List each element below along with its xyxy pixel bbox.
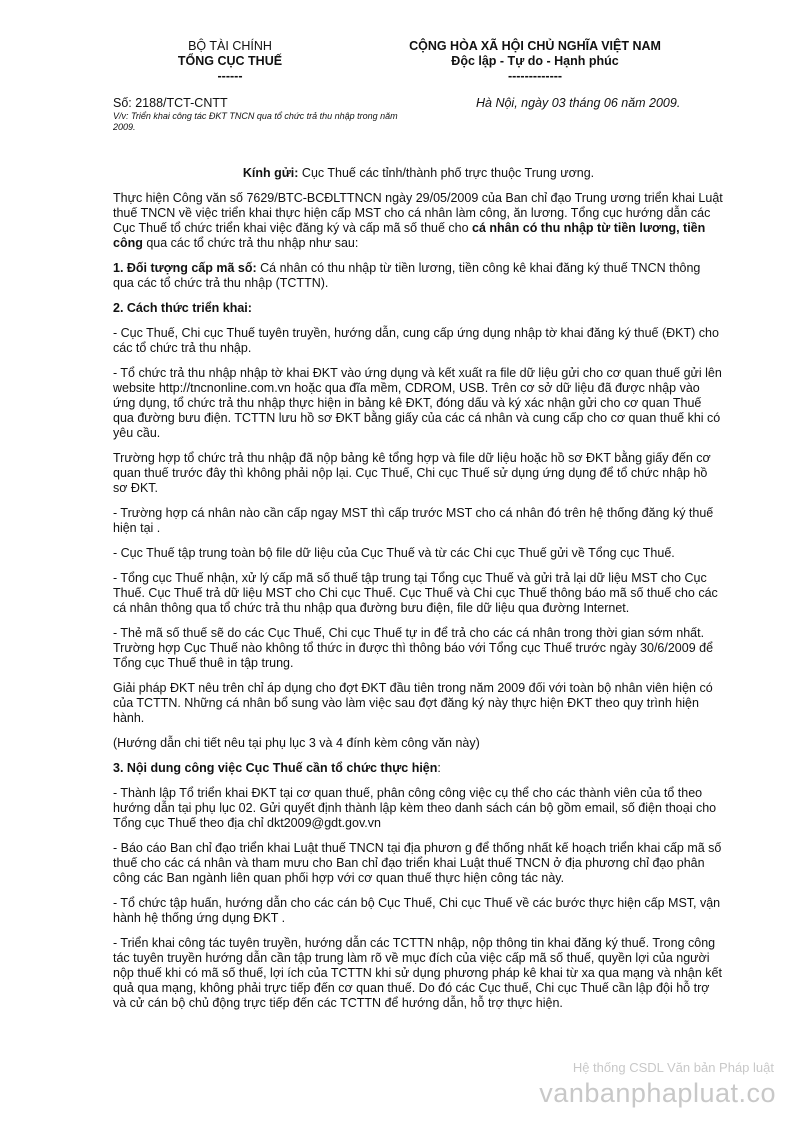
document-number: Số: 2188/TCT-CNTT bbox=[113, 96, 228, 110]
right-rule: ------------- bbox=[507, 69, 563, 83]
section-1-title: 1. Đối tượng cấp mã số: bbox=[113, 261, 257, 275]
greeting bbox=[113, 166, 724, 181]
section-2-paragraph: - Tổng cục Thuế nhận, xử lý cấp mã số thuế tập trung tại Tổng cục Thuế và gửi trả lại dữ liệu MST cho Cục Thuế. Cục Thuế trả dữ liệu MST cho Chi cục Thuế. Cục Thuế và Chi cục Thuế thông báo mã số thuế cho các cá nhân thông qua tổ chức trả thu nhập qua đường bưu điện, file dữ liệu qua đường Internet. bbox=[113, 571, 718, 615]
section-3-paragraph: - Triển khai công tác tuyên truyền, hướng dẫn các TCTTN nhập, nộp thông tin khai đăng ký thuế. Trong công tác tuyên truyền hướng dẫn cần tập trung làm rõ về mục đích của việc cấp mã số thuế, quyền lợi của người nộp thuế khi có mã số thuế, lợi ích của TCTTN khi sử dụng phương pháp kê khai từ xa qua mạng và nhận kết quả qua mạng, không phải trực tiếp đến cơ quan thuế. Do đó các Cục thuế, Chi cục Thuế cần lập đội hỗ trợ và cử cán bộ chủ động trực tiếp đến các TCTTN để hướng dẫn, hỗ trợ thực hiện. bbox=[113, 936, 722, 1010]
section-3-title: 3. Nội dung công việc Cục Thuế cần tổ chức thực hiện bbox=[113, 761, 438, 775]
section-3-paragraph: - Báo cáo Ban chỉ đạo triển khai Luật thuế TNCN tại địa phươn g để thống nhất kế hoạch triển khai cấp mã số thuế cho các cá nhân và tham mưu cho Ban chỉ đạo triển khai Luật thuế TNCN ở địa phương chỉ đạo phân công các Ban ngành liên quan phối hợp với cơ quan thuế thực hiện công tác này. bbox=[113, 841, 722, 885]
section-2-paragraph: - Tổ chức trả thu nhập nhập tờ khai ĐKT vào ứng dụng và kết xuất ra file dữ liệu gửi cho cơ quan thuế gửi lên website http://tncnonline.com.vn hoặc qua đĩa mềm, CDROM, USB. Trên cơ sở dữ liệu đã được nhập vào ứng dụng, tổ chức trả thu nhập thực hiện in bảng kê ĐKT, đóng dấu và ký xác nhận gửi cho cơ quan Thuế qua đường bưu điện. TCTTN lưu hồ sơ ĐKT bằng giấy của các cá nhân và cung cấp cho cơ quan thuế khi có yêu cầu. bbox=[113, 366, 722, 440]
department-name: TỔNG CỤC THUẾ bbox=[177, 54, 283, 68]
left-rule: ------ bbox=[217, 69, 243, 83]
section-1 bbox=[113, 261, 724, 291]
document-date: Hà Nội, ngày 03 tháng 06 năm 2009. bbox=[476, 96, 681, 110]
section-1-text: Cá nhân có thu nhập từ tiền lương, tiền công kê khai đăng ký thuế TNCN thông qua các tổ chức trả thu nhập (TCTTN). bbox=[113, 261, 701, 290]
section-3-paragraph: - Tổ chức tập huấn, hướng dẫn cho các cán bộ Cục Thuế, Chi cục Thuế về các bước thực hiện cấp MST, vận hành hệ thống ứng dụng ĐKT . bbox=[113, 896, 721, 925]
national-heading bbox=[375, 39, 695, 84]
section-3-paragraph: - Thành lập Tổ triển khai ĐKT tại cơ quan thuế, phân công công việc cụ thể cho các thành viên của tổ theo hướng dẫn tại phụ lục 02. Gửi quyết định thành lập kèm theo danh sách cán bộ gồm email, số điện thoại cho Tổng cục Thuế theo địa chỉ dkt2009@gdt.gov.vn bbox=[113, 786, 717, 830]
section-2-title: 2. Cách thức triển khai: bbox=[113, 301, 252, 315]
national-motto: Độc lập - Tự do - Hạnh phúc bbox=[451, 54, 619, 68]
greeting-recipient: Cục Thuế các tỉnh/thành phố trực thuộc Trung ương. bbox=[298, 166, 595, 180]
intro-paragraph bbox=[113, 191, 724, 251]
watermark-caption: Hệ thống CSDL Văn bản Pháp luật bbox=[572, 1060, 774, 1075]
issuer-block bbox=[150, 39, 310, 84]
section-2-paragraph: - Trường hợp cá nhân nào cần cấp ngay MST thì cấp trước MST cho cá nhân đó trên hệ thống đăng ký thuế hiện tại . bbox=[113, 506, 714, 535]
section-2-paragraph: Giải pháp ĐKT nêu trên chỉ áp dụng cho đợt ĐKT đầu tiên trong năm 2009 đối với toàn bộ nhân viên hiện có của TCTTN. Những cá nhân bổ sung vào làm việc sau đợt đăng ký này thực hiện ĐKT theo quy trình hiện hành. bbox=[113, 681, 713, 725]
watermark-site: vanbanphapluat.co bbox=[539, 1078, 776, 1108]
section-2-note: (Hướng dẫn chi tiết nêu tại phụ lục 3 và 4 đính kèm công văn này) bbox=[113, 736, 480, 750]
intro-text-a: Thực hiện Công văn số 7629/BTC-BCĐLTTNCN ngày 29/05/2009 của Ban chỉ đạo Trung ương triển khai Luật thuế TNCN về việc triển khai thực hiện cấp MST cho cá nhân làm công, ăn lương. Tổng cục hướng dẫn các Cục Thuế tổ chức triển khai việc đăng ký và cấp mã số thuế cho bbox=[113, 191, 723, 235]
section-2-paragraph: - Cục Thuế, Chi cục Thuế tuyên truyền, hướng dẫn, cung cấp ứng dụng nhập tờ khai đăng ký thuế (ĐKT) cho các tổ chức trả thu nhập. bbox=[113, 326, 719, 355]
intro-text-bold: cá nhân có thu nhập từ tiền lương, tiền công bbox=[113, 221, 706, 250]
intro-text-b: qua các tổ chức trả thu nhập như sau: bbox=[142, 236, 359, 250]
section-3-colon: : bbox=[437, 761, 441, 775]
section-2-paragraph: Trường hợp tổ chức trả thu nhập đã nộp bảng kê tổng hợp và file dữ liệu hoặc hồ sơ ĐKT bằng giấy đến cơ quan thuế trước đây thì không phải nộp lại. Cục Thuế, Chi cục Thuế sử dụng ứng dụng để tổ chức nhập hồ sơ ĐKT. bbox=[113, 451, 711, 495]
section-3-heading bbox=[113, 761, 724, 776]
ministry-name: BỘ TÀI CHÍNH bbox=[188, 39, 272, 53]
document-body bbox=[113, 166, 724, 1021]
section-2-paragraph: - Thẻ mã số thuế sẽ do các Cục Thuế, Chi cục Thuế tự in để trả cho các cá nhân trong thời gian sớm nhất. Trường hợp Cục Thuế nào không tổ thức in được thì thông báo với Tổng cục Thuế trước ngày 30/6/2009 để Tổng cục Thuế thuê in tập trung. bbox=[113, 626, 714, 670]
greeting-label: Kính gửi: bbox=[242, 166, 299, 180]
country-name: CỘNG HÒA XÃ HỘI CHỦ NGHĨA VIỆT NAM bbox=[409, 39, 661, 53]
section-2-paragraph: - Cục Thuế tập trung toàn bộ file dữ liệu của Cục Thuế và từ các Chi cục Thuế gửi về Tổng cục Thuế. bbox=[113, 546, 675, 560]
document-subject: V/v: Triển khai công tác ĐKT TNCN qua tổ chức trả thu nhập trong năm 2009. bbox=[113, 111, 398, 132]
